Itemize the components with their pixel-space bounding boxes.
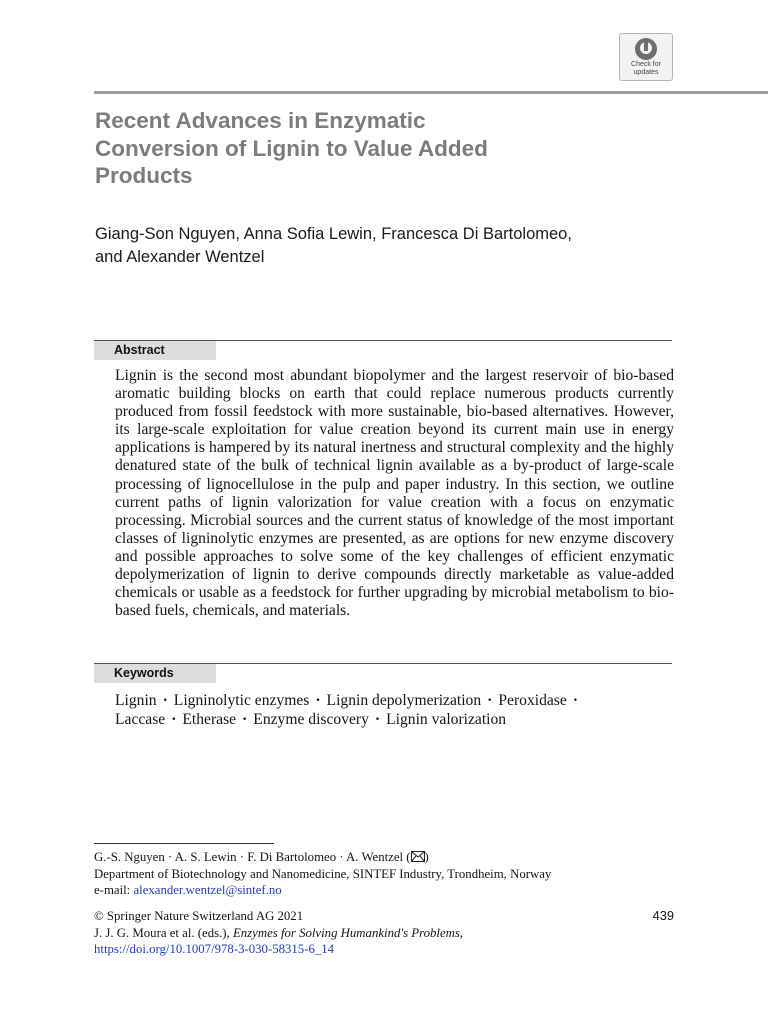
footnote-email-line [94, 882, 684, 899]
keyword: Lignin [115, 692, 157, 709]
keyword: Lignin depolymerization [326, 692, 482, 709]
page-footer [94, 908, 674, 958]
keyword: Laccase [115, 711, 166, 728]
badge-label-1: Check for [631, 61, 661, 68]
page-number: 439 [652, 908, 674, 923]
keywords-heading: Keywords [94, 664, 216, 683]
footnote-affiliation: Department of Biotechnology and Nanomedicine, SINTEF Industry, Trondheim, Norway [94, 866, 552, 881]
footnote-names: G.-S. Nguyen · A. S. Lewin · F. Di Bartolomeo · A. Wentzel ( [94, 850, 411, 864]
email-link[interactable]: alexander.wentzel@sintef.no [133, 883, 282, 897]
authors-line-1: Giang-Son Nguyen, Anna Sofia Lewin, Francesca Di Bartolomeo, [95, 225, 572, 243]
keywords-list [115, 691, 675, 729]
keyword-separator: · [572, 692, 578, 709]
keyword-separator: · [315, 692, 321, 709]
title-line-2: Conversion of Lignin to Value Added [95, 135, 488, 161]
keyword: Lignin valorization [386, 711, 507, 728]
book-title: Enzymes for Solving Humankind's Problems [232, 925, 460, 940]
email-label: e-mail: [94, 883, 134, 897]
title-line-1: Recent Advances in Enzymatic [95, 108, 426, 133]
authors [95, 223, 685, 269]
authors-line-2: and Alexander Wentzel [95, 248, 265, 266]
check-for-updates-icon [634, 37, 658, 61]
keyword: Ligninolytic enzymes [173, 692, 310, 709]
abstract-text: Lignin is the second most abundant biopolymer and the largest reservoir of bio-based aromatic building blocks on earth that could replace numerous products currently produced from fossil feedstock with more sustainable, bio-based alternatives. However, its large-scale exploitation for value creation beyond its current main use in energy applications is hampered by its natural inertness and structural complexity and the highly denatured state of the bulk of technical lignin available as a by-product of large-scale processing of lignocellulose in the pulp and paper industry. In this section, we outline current paths of lignin valorization for value creation with a focus on enzymatic processing. Microbial sources and the current status of knowledge of the most important classes of ligninolytic enzymes are presented, as are options for new enzyme discovery and possible approaches to solve some of the key challenges of efficient enzymatic depolymerization of lignin to derive compounds directly marketable as value-added chemicals or usable as a feedstock for further upgrading by microbial metabolism to bio-based fuels, chemicals, and materials. [115, 367, 674, 620]
keyword-separator: · [374, 711, 381, 728]
footnote-names-line [94, 849, 684, 866]
keyword-separator: · [242, 711, 248, 728]
title-line-3: Products [95, 163, 193, 188]
chapter-title [95, 107, 655, 190]
top-rule [94, 91, 768, 94]
author-footnote [94, 849, 684, 899]
keyword: Peroxidase [498, 692, 567, 709]
envelope-icon[interactable] [411, 851, 425, 862]
check-for-updates-badge[interactable] [619, 33, 673, 81]
citation [94, 925, 674, 942]
keyword-separator: · [171, 711, 177, 728]
footnote-names-close: ) [424, 850, 429, 864]
doi-link[interactable]: https://doi.org/10.1007/978-3-030-58315-6_14 [94, 942, 335, 956]
badge-label-2: updates [633, 69, 659, 76]
keyword-separator: · [162, 692, 168, 709]
citation-prefix: J. J. G. Moura et al. (eds.), [94, 925, 233, 940]
keyword: Enzyme discovery [253, 711, 369, 728]
citation-suffix: , [459, 925, 464, 940]
keyword-separator: · [487, 692, 493, 709]
abstract-heading: Abstract [94, 341, 216, 360]
footnote-rule [94, 843, 274, 844]
keyword: Etherase [182, 711, 237, 728]
copyright: © Springer Nature Switzerland AG 2021 [94, 909, 304, 923]
